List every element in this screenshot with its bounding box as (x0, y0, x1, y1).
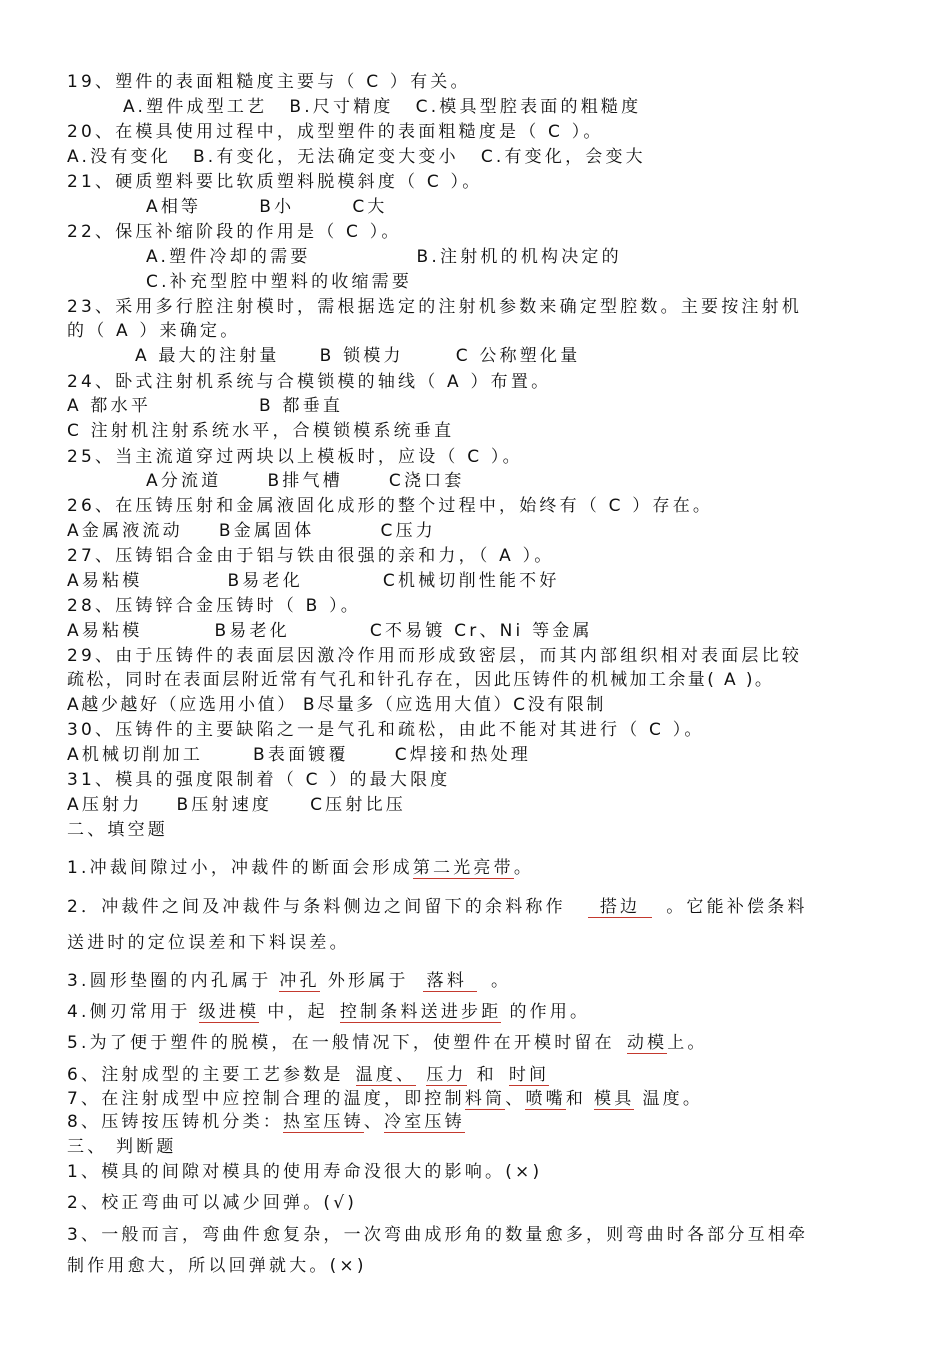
fill-8: 8、压铸按压铸机分类：热室压铸、冷室压铸 (67, 1112, 465, 1132)
question-27: 27、压铸铝合金由于铝与铁由很强的亲和力，（ A ）。 (67, 546, 555, 566)
answer-blank: 冷室压铸 (384, 1112, 465, 1132)
answer-blank: 第二光亮带 (412, 858, 514, 878)
judge-3-line1: 3、一般而言，弯曲件愈复杂，一次弯曲成形角的数量愈多，则弯曲时各部分互相牵 (67, 1225, 809, 1245)
question-28-options: A易粘模 B易老化 C不易镀 Cr、Ni 等金属 (67, 621, 593, 641)
fill-1: 1.冲裁间隙过小，冲裁件的断面会形成第二光亮带。 (67, 858, 535, 878)
question-31-options: A压射力 B压射速度 C压射比压 (67, 795, 406, 815)
answer-blank: 落料 (423, 971, 477, 992)
question-29-line1: 29、由于压铸件的表面层因激冷作用而形成致密层，而其内部组织相对表面层比较 (67, 646, 803, 666)
question-30-options: A机械切削加工 B表面镀覆 C焊接和热处理 (67, 745, 531, 765)
answer-blank: 喷嘴 (525, 1089, 566, 1109)
question-22-options-row1: A.塑件冷却的需要 B.注射机的机构决定的 (146, 247, 622, 267)
question-20-options: A.没有变化 B.有变化，无法确定变大变小 C.有变化，会变大 (67, 147, 646, 167)
question-22-options-row2: C.补充型腔中塑料的收缩需要 (146, 272, 413, 292)
answer-blank: 料筒 (464, 1089, 506, 1109)
question-26: 26、在压铸压射和金属液固化成形的整个过程中，始终有（ C ）存在。 (67, 496, 714, 516)
section-true-false-title: 三、 判断题 (67, 1137, 177, 1157)
question-19: 19、塑件的表面粗糙度主要与（ C ）有关。 (67, 72, 471, 92)
question-28: 28、压铸锌合金压铸时（ B ）。 (67, 596, 362, 616)
question-25: 25、当主流道穿过两块以上模板时，应设（ C ）。 (67, 447, 523, 467)
question-19-options: A.塑件成型工艺 B.尺寸精度 C.模具型腔表面的粗糙度 (123, 97, 642, 117)
fill-3: 3.圆形垫圈的内孔属于 冲孔 外形属于 落料 。 (67, 971, 512, 991)
fill-2-line1: 2．冲裁件之间及冲裁件与条料侧边之间留下的余料称作 搭边 。它能补偿条料 (67, 897, 808, 917)
answer-blank: 控制条料送进步距 (339, 1002, 502, 1022)
question-30: 30、压铸件的主要缺陷之一是气孔和疏松，由此不能对其进行（ C ）。 (67, 720, 705, 740)
question-31: 31、模具的强度限制着（ C ）的最大限度 (67, 770, 451, 790)
answer-blank: 热室压铸 (283, 1112, 364, 1132)
fill-5: 5.为了便于塑件的脱模，在一般情况下，使塑件在开模时留在 动模上。 (67, 1033, 708, 1053)
judge-3-line2: 制作用愈大，所以回弹就大。(×) (67, 1256, 367, 1276)
judge-1: 1、模具的间隙对模具的使用寿命没很大的影响。(×) (67, 1162, 543, 1182)
answer-blank: 压力 (426, 1065, 467, 1085)
question-24-options-row2: C 注射机注射系统水平，合模锁模系统垂直 (67, 421, 455, 441)
question-20: 20、在模具使用过程中，成型塑件的表面粗糙度是（ C ）。 (67, 122, 604, 142)
fill-7: 7、在注射成型中应控制合理的温度，即控制料筒、喷嘴和 模具 温度。 (67, 1089, 704, 1109)
question-22: 22、保压补缩阶段的作用是（ C ）。 (67, 222, 402, 242)
question-25-options: A分流道 B排气槽 C浇口套 (146, 471, 465, 491)
answer-blank: 级进模 (198, 1002, 260, 1022)
answer-blank: 时间 (508, 1065, 550, 1085)
question-24-options-row1: A 都水平 B 都垂直 (67, 396, 344, 416)
answer-blank: 冲孔 (279, 971, 320, 991)
question-29-options: A越少越好（应选用小值） B尽量多（应选用大值）C没有限制 (67, 695, 606, 715)
answer-blank: 温度、 (355, 1065, 417, 1085)
question-21-options: A相等 B小 C大 (146, 197, 388, 217)
question-29-line2: 疏松，同时在表面层附近常有气孔和针孔存在，因此压铸件的机械加工余量( A )。 (67, 670, 775, 690)
question-26-options: A金属液流动 B金属固体 C压力 (67, 521, 436, 541)
question-23-line1: 23、采用多行腔注射模时，需根据选定的注射机参数来确定型腔数。主要按注射机 (67, 297, 803, 317)
answer-blank: 动模 (626, 1033, 668, 1053)
fill-2-line2: 送进时的定位误差和下料误差。 (67, 933, 350, 953)
fill-4: 4.侧刃常用于 级进模 中，起 控制条料送进步距 的作用。 (67, 1002, 591, 1022)
fill-6: 6、注射成型的主要工艺参数是 温度、 压力 和 时间 (67, 1065, 550, 1085)
answer-blank: 模具 (594, 1089, 635, 1109)
judge-2: 2、校正弯曲可以减少回弹。(√) (67, 1193, 358, 1213)
answer-blank: 搭边 (588, 897, 652, 918)
section-fill-in-title: 二、填空题 (67, 820, 168, 840)
question-24: 24、卧式注射机系统与合模锁模的轴线（ A ）布置。 (67, 372, 552, 392)
question-21: 21、硬质塑料要比软质塑料脱模斜度（ C ）。 (67, 172, 483, 192)
question-23-line2: 的（ A ）来确定。 (67, 321, 241, 341)
question-27-options: A易粘模 B易老化 C机械切削性能不好 (67, 571, 560, 591)
question-23-options: A 最大的注射量 B 锁模力 C 公称塑化量 (135, 346, 581, 366)
